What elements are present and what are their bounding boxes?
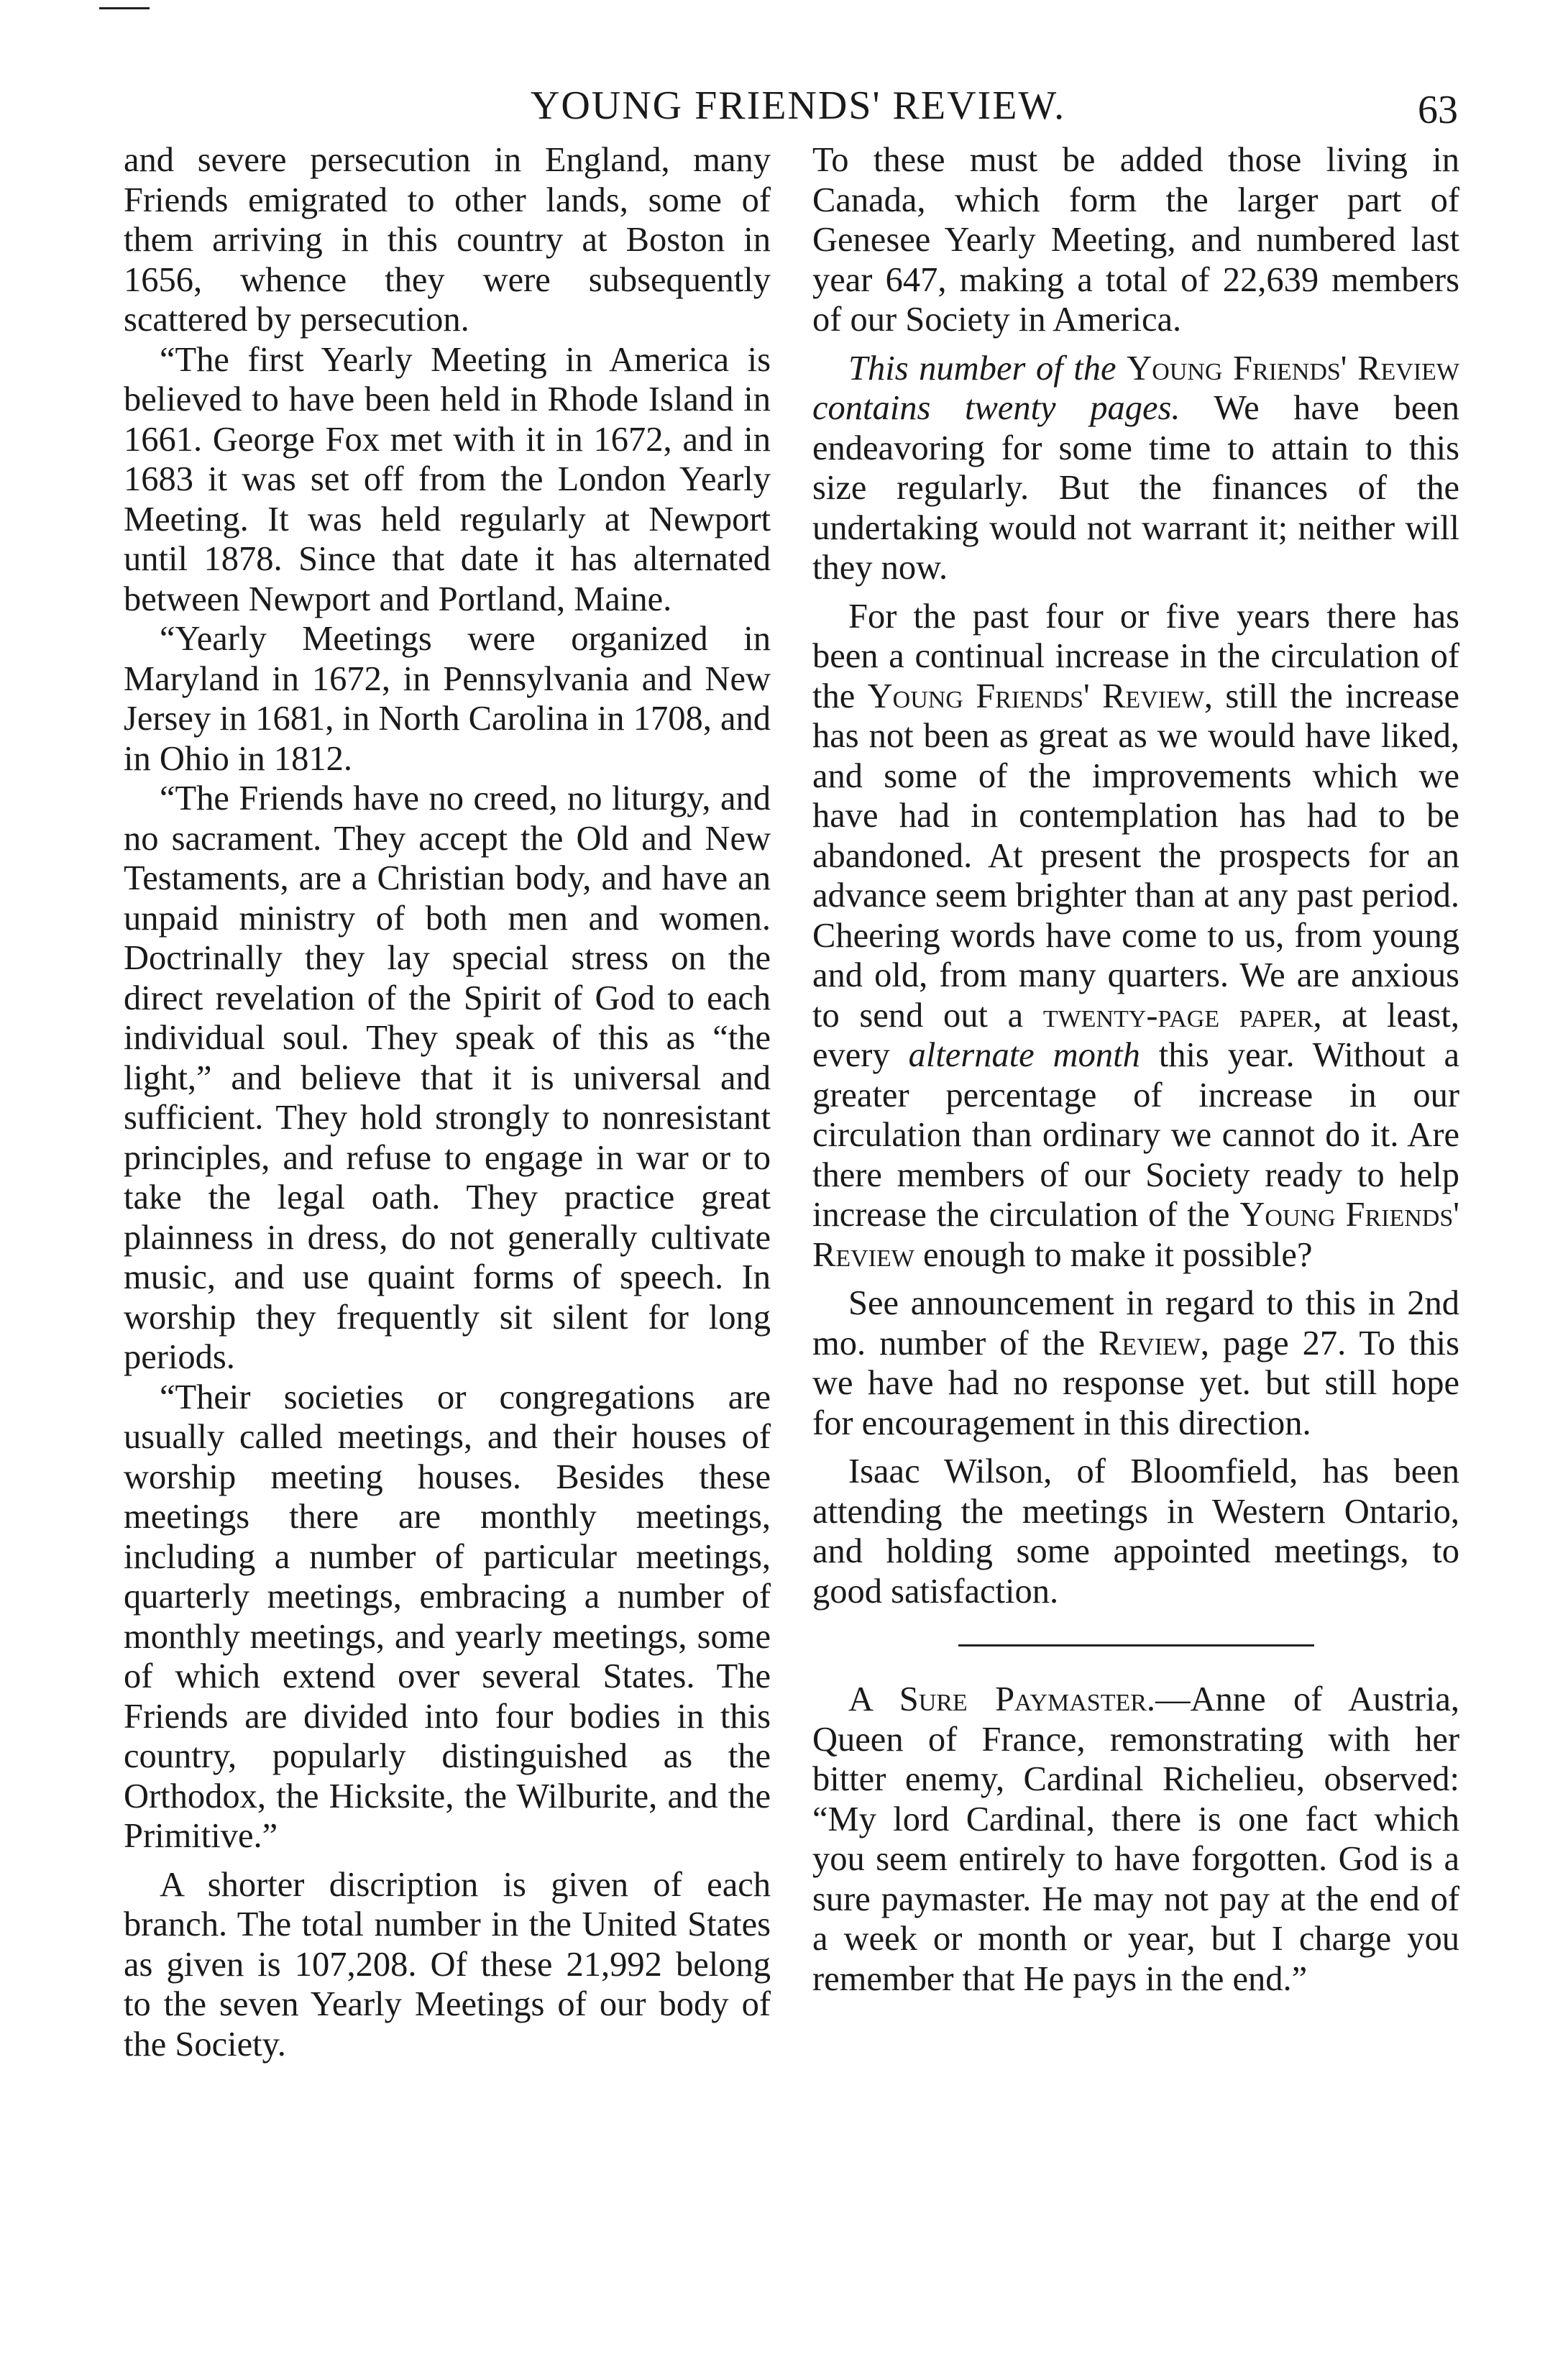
paragraph-text: still the increase has not been as great as we would have liked, and some of the improvements which we have had in contemplation has had to be abandoned. At present the prospects for an advance seem brighter than at any past period. Cheering words have come to us, from young and old, from many quarters. We are anxious to send out a xyxy=(812,677,1460,1035)
right-column xyxy=(812,140,1459,1999)
italic-text: This number of the xyxy=(848,349,1117,388)
paragraph-text: enough to make it possible? xyxy=(922,1235,1313,1274)
paragraph-text: this year. Without a greater percentage of increase in our circulation than ordinary we cannot do it. Are there members of our Society ready to help increase the circulation of the xyxy=(812,1036,1460,1234)
paragraph-text: See announcement in regard to this in 2nd mo. number of the xyxy=(812,1284,1459,1362)
paragraph xyxy=(812,1283,1459,1443)
paragraph: Isaac Wilson, of Bloomfield, has been attending the meetings in Western Ontario, and holding some appointed meetings, to good satisfaction. xyxy=(812,1452,1459,1611)
paragraph xyxy=(812,349,1459,588)
italic-text: contains twenty pages. xyxy=(812,389,1180,427)
article-title: A Sure Paymaster. xyxy=(848,1680,1156,1718)
page-header xyxy=(0,81,1568,138)
paragraph: A shorter discription is given of each branch. The total number in the United States as given is 107,208. Of these 21,992 belong to the seven Yearly Meetings of our body of the Society. xyxy=(124,1865,771,2064)
section-divider xyxy=(958,1644,1314,1647)
paragraph: “Their societies or congregations are usually called meetings, and their houses of worship meeting houses. Besides these meetings there are monthly meetings, including a number of particular meetings, quarterly meetings, embracing a number of monthly meetings, and yearly meetings, some of which extend over several States. The Friends are divided into four bodies in this country, popularly distinguished as the Orthodox, the Hicksite, the Wilburite, and the Primitive.” xyxy=(124,1378,771,1855)
paragraph-text: For the past four or five years there has been a continual increase in the circulation of the xyxy=(812,597,1459,715)
paragraph-text: page 27. To this we have had no response yet. but still hope for encouragement in this direction. xyxy=(812,1324,1459,1442)
page-number: 63 xyxy=(1418,88,1458,132)
italic-text: alternate month xyxy=(908,1036,1140,1074)
paragraph: “Yearly Meetings were organized in Maryland in 1672, in Pennsylvania and New Jersey in 1681, in North Carolina in 1708, and in Ohio in 1812. xyxy=(124,620,771,778)
publication-name: Review, xyxy=(1099,1324,1210,1362)
publication-name: Young Friends' Review, xyxy=(867,677,1214,715)
paragraph: and severe persecution in England, many Friends emigrated to other lands, some of them arriving in this country at Boston in 1656, whence they were subsequently scattered by persecution. xyxy=(124,141,771,339)
paragraph-text: at least, every xyxy=(812,996,1459,1074)
left-column xyxy=(124,140,771,2064)
publication-name: Young Friends' Review xyxy=(812,1196,1459,1274)
paragraph: “The first Yearly Meeting in America is believed to have been held in Rhode Island in 1661. George Fox met with it in 1672, and in 1683 it was set off from the London Yearly Meeting. It was held regularly at Newport until 1878. Since that date it has alternated between Newport and Portland, Maine. xyxy=(124,340,771,618)
paragraph-text: We have been endeavoring for some time to attain to this size regularly. But the finances of the undertaking would not warrant it; neither will they now. xyxy=(812,389,1460,587)
paragraph-text: —Anne of Austria, Queen of France, remonstrating with her bitter enemy, Cardinal Richelieu, observed: “My lord Cardinal, there is one fact which you seem entirely to have forgotten. God is a sure paymaster. He may not pay at the end of a week or month or year, but I charge you remember that He pays in the end.” xyxy=(812,1680,1459,1998)
running-head: YOUNG FRIENDS' REVIEW. xyxy=(530,83,1066,128)
small-caps-text: twenty-page paper, xyxy=(1042,996,1322,1035)
paragraph xyxy=(812,597,1459,1275)
paragraph xyxy=(812,1680,1459,1999)
top-edge-rule xyxy=(99,7,150,9)
publication-name: Young Friends' Review xyxy=(1127,349,1460,388)
paragraph: To these must be added those living in Canada, which form the larger part of Genesee Yearly Meeting, and numbered last year 647, making a total of 22,639 members of our Society in America. xyxy=(812,141,1459,339)
paragraph: “The Friends have no creed, no liturgy, and no sacrament. They accept the Old and New Testaments, are a Christian body, and have an unpaid ministry of both men and women. Doctrinally they lay special stress on the direct revelation of the Spirit of God to each individual soul. They speak of this as “the light,” and believe that it is universal and sufficient. They hold strongly to nonresistant principles, and refuse to engage in war or to take the legal oath. They practice great plainness in dress, do not generally cultivate music, and use quaint forms of speech. In worship they frequently sit silent for long periods. xyxy=(124,779,771,1376)
